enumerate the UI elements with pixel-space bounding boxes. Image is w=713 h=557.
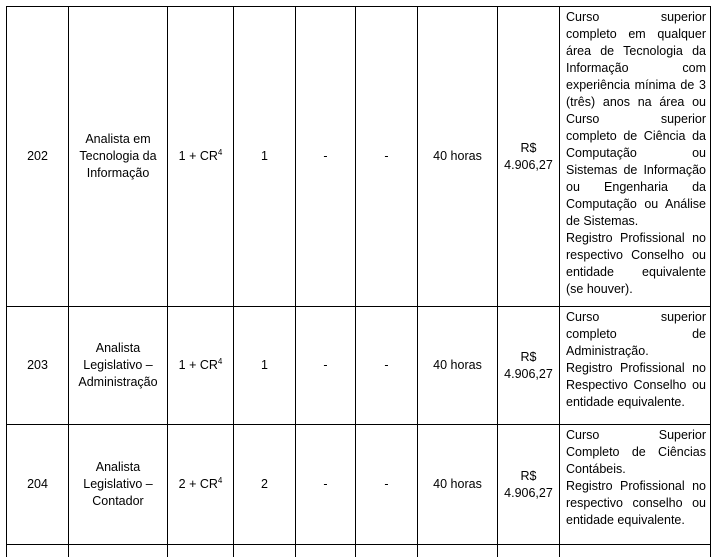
table-cell — [418, 545, 498, 557]
salary: R$ 4.906,27 — [498, 307, 560, 425]
salary: R$ 4.906,27 — [498, 425, 560, 545]
position-title: Analista Legislativo – Administração — [69, 307, 168, 425]
salary: R$ 4.906,27 — [498, 7, 560, 307]
vacancies-special-a: - — [296, 425, 356, 545]
positions-table — [6, 6, 711, 557]
requirements: Curso Superior Completo de Ciências Contábeis. Registro Profissional no respectivo conselho ou entidade equivalente. — [560, 425, 711, 545]
table-row — [7, 545, 711, 557]
workload: 40 horas — [418, 307, 498, 425]
vacancies-special-b: - — [356, 307, 418, 425]
table-cell — [498, 545, 560, 557]
position-code: 203 — [7, 307, 69, 425]
table-row — [7, 307, 711, 425]
workload: 40 horas — [418, 425, 498, 545]
vacancies-special-b: - — [356, 7, 418, 307]
vacancies: $1 + CR^4$ — [168, 307, 234, 425]
footnote-ref: 4 — [217, 147, 223, 157]
position-title: Analista Legislativo – Contador — [69, 425, 168, 545]
table-row — [7, 7, 711, 307]
position-code: 204 — [7, 425, 69, 545]
vacancies-total: 1 — [234, 7, 296, 307]
vacancies: $1 + CR^4$ — [168, 7, 234, 307]
vacancies-total: 1 — [234, 307, 296, 425]
table-row — [7, 425, 711, 545]
table-cell — [296, 545, 356, 557]
table-cell — [7, 545, 69, 557]
position-code: 202 — [7, 7, 69, 307]
footnote-ref: 4 — [217, 475, 223, 485]
vacancies-total: 2 — [234, 425, 296, 545]
footnote-ref: 4 — [217, 356, 223, 366]
requirements: Curso superior completo de Administração. Registro Profissional no Respectivo Conselho ou entidade equivalente. — [560, 307, 711, 425]
table-cell — [234, 545, 296, 557]
vacancies-special-a: - — [296, 307, 356, 425]
table-cell — [560, 545, 711, 557]
vacancies-special-b: - — [356, 425, 418, 545]
position-title: Analista em Tecnologia da Informação — [69, 7, 168, 307]
table-cell — [168, 545, 234, 557]
vacancies-special-a: - — [296, 7, 356, 307]
workload: 40 horas — [418, 7, 498, 307]
table-cell — [69, 545, 168, 557]
table-cell — [356, 545, 418, 557]
requirements: Curso superior completo em qualquer área de Tecnologia da Informação com experiência mínima de 3 (três) anos na área ou Curso superior completo de Ciência da Computação ou Sistemas de Informação ou Engenharia da Computação ou Análise de Sistemas. Registro Profissional no respectivo Conselho ou entidade equivalente (se houver). — [560, 7, 711, 307]
vacancies: $2 + CR^4$ — [168, 425, 234, 545]
